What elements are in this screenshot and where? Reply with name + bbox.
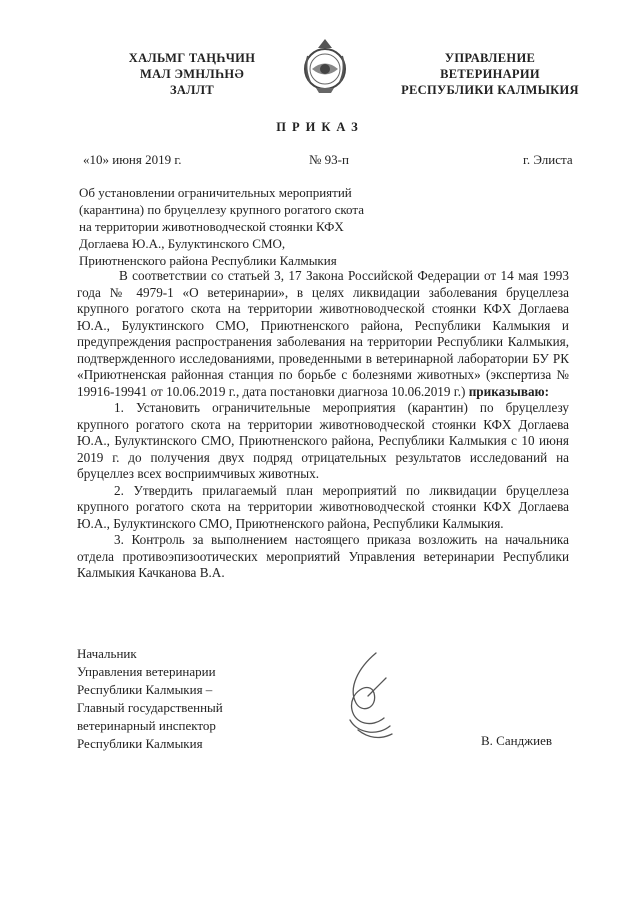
signer-position-line: Начальник: [77, 646, 137, 661]
header-right-line: УПРАВЛЕНИЕ: [444, 51, 536, 65]
signer-position-line: Республики Калмыкия –: [77, 682, 213, 697]
subject-line: Доглаева Ю.А., Булуктинского СМО,: [79, 236, 286, 251]
header-left-line: ЗАЛЛТ: [169, 83, 215, 97]
order-date: «10» июня 2019 г.: [83, 152, 182, 167]
header-right-line: ВЕТЕРИНАРИИ: [440, 67, 540, 81]
signer-position-line: Управления ветеринарии: [77, 664, 216, 679]
header-left-line: МАЛ ЭМНЛҺНӘ: [139, 67, 244, 81]
subject-line: Приютненского района Республики Калмыкия: [79, 253, 337, 268]
order-subject: [79, 184, 409, 269]
signer-position-line: Республики Калмыкия: [77, 736, 203, 751]
intro-text: В соответствии со статьей 3, 17 Закона Российской Федерации от 14 мая 1993 года № 4979-1 «О ветеринарии», в целях ликвидации заболевания бруцеллеза крупного рогатого скота на территории животноводческой стоянки КФХ Доглаева Ю.А., Булуктинского СМО, Приютненского района, Республики Калмыкия и предупреждения распространения заболевания на территории Республики Калмыкия, подтвержденного исследованиями, проведенными в ветеринарной лаборатории БУ РК «Приютненская районная станция по борьбе с болезнями животных» (экспертиза № 19916-19941 от 10.06.2019 г., дата постановки диагноза 10.06.2019 г.): [77, 268, 569, 399]
order-item: 3. Контроль за выполнением настоящего приказа возложить на начальника отдела противоэпизоотических мероприятий Управления ветеринарии Республики Калмыкия Качканова В.А.: [77, 532, 569, 580]
header-right-line: РЕСПУБЛИКИ КАЛМЫКИЯ: [401, 83, 579, 97]
handwritten-signature: [328, 648, 408, 743]
order-keyword: приказываю:: [468, 383, 550, 399]
signer-name: В. Санджиев: [481, 733, 553, 748]
order-city: г. Элиста: [523, 152, 573, 167]
subject-line: на территории животноводческой стоянки КФХ: [79, 219, 344, 234]
document-title: ПРИКАЗ: [276, 120, 364, 134]
kalmykia-coat-of-arms-icon: [298, 36, 352, 96]
intro-paragraph: [77, 268, 569, 400]
order-item: 1. Установить ограничительные мероприятия (карантин) по бруцеллезу крупного рогатого скота на территории животноводческой стоянки КФХ Доглаева Ю.А., Булуктинского СМО, Приютненского района, Республики Калмыкия с 10 июня 2019 г. до получения двух подряд отрицательных результатов исследований на бруцеллез всех восприимчивых животных.: [77, 400, 569, 481]
order-item: 2. Утвердить прилагаемый план мероприятий по ликвидации бруцеллеза крупного рогатого скота на территории животноводческой стоянки КФХ Доглаева Ю.А., Булуктинского СМО, Приютненского района, Республики Калмыкия.: [77, 482, 569, 531]
subject-line: (карантина) по бруцеллезу крупного рогатого скота: [79, 202, 364, 217]
order-body: [77, 268, 569, 582]
signer-position-line: Главный государственный: [77, 700, 223, 715]
subject-line: Об установлении ограничительных мероприятий: [79, 185, 352, 200]
header-left-line: ХАЛЬМГ ТАҢҺЧИН: [128, 51, 256, 65]
signer-position: [77, 645, 277, 753]
signer-position-line: ветеринарный инспектор: [77, 718, 216, 733]
header-right-russian: [395, 50, 585, 98]
order-number: № 93-п: [309, 152, 349, 167]
header-left-kalmyk: [112, 50, 272, 98]
